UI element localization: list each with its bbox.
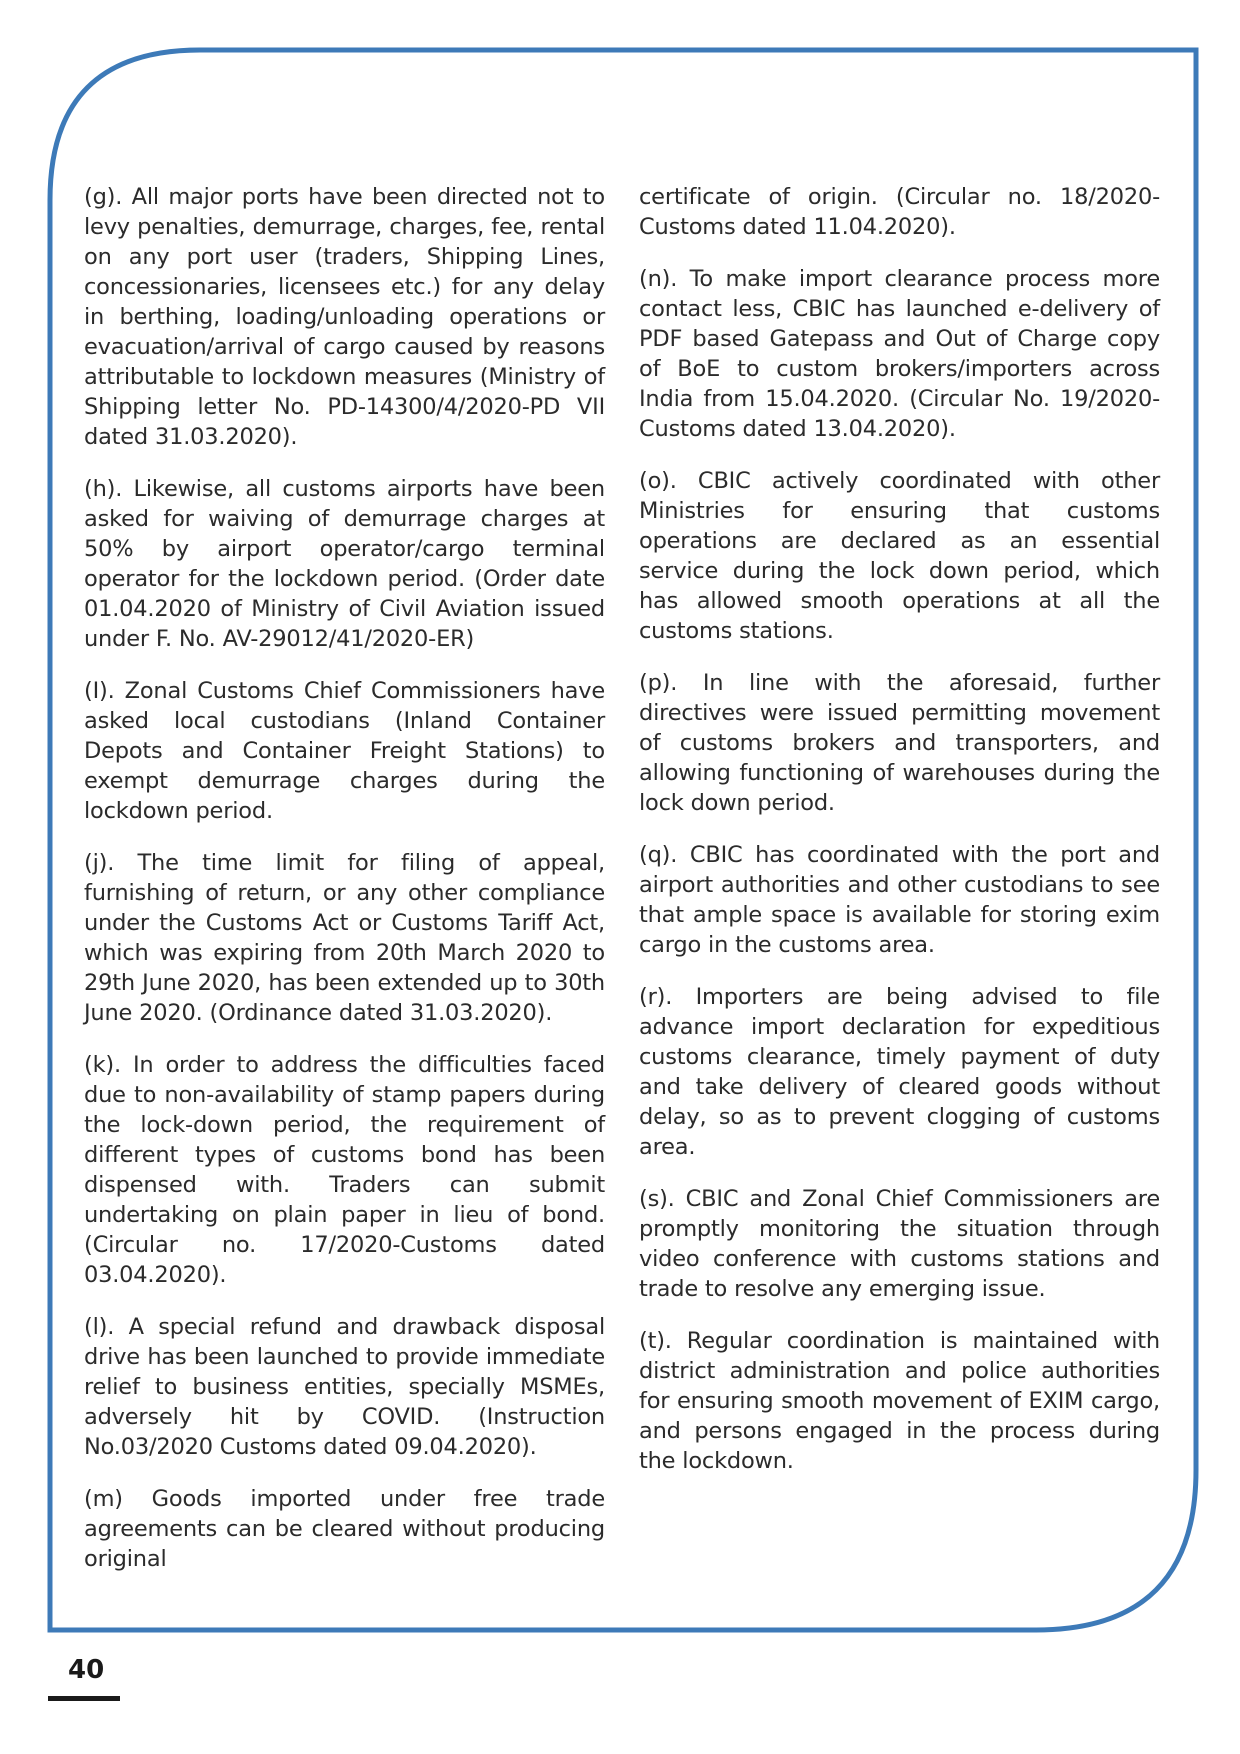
paragraph-j: (j). The time limit for filing of appeal, furnishing of return, or any other compliance under the Customs Act or Customs Tariff Act, which was expiring from 20th March 2020 to 29th June 2020, has been extended up to 30th June 2020. (Ordinance dated 31.03.2020). — [84, 850, 605, 1026]
paragraph-m: (m) Goods imported under free trade agreements can be cleared without producing original — [84, 1486, 605, 1572]
paragraph-q: (q). CBIC has coordinated with the port and airport authorities and other custodians to see that ample space is available for storing exim cargo in the customs area. — [639, 842, 1160, 958]
page-number: 40 — [68, 1655, 105, 1685]
text-columns — [84, 182, 1160, 1596]
paragraph-l: (l). A special refund and drawback disposal drive has been launched to provide immediate relief to business entities, specially MSMEs, adversely hit by COVID. (Instruction No.03/2020 Customs dated 09.04.2020). — [84, 1314, 605, 1460]
paragraph-o: (o). CBIC actively coordinated with other Ministries for ensuring that customs operations are declared as an essential service during the lock down period, which has allowed smooth operations at all the customs stations. — [639, 468, 1160, 644]
paragraph-r: (r). Importers are being advised to file advance import declaration for expeditious customs clearance, timely payment of duty and take delivery of cleared goods without delay, so as to prevent clogging of customs area. — [639, 984, 1160, 1160]
right-column — [639, 182, 1160, 1596]
paragraph-n: (n). To make import clearance process more contact less, CBIC has launched e-delivery of PDF based Gatepass and Out of Charge copy of BoE to custom brokers/importers across India from 15.04.2020. (Circular No. 19/2020-Customs dated 13.04.2020). — [639, 266, 1160, 442]
page-number-underline — [48, 1696, 120, 1701]
left-column — [84, 182, 605, 1596]
paragraph-t: (t). Regular coordination is maintained with district administration and police authorities for ensuring smooth movement of EXIM cargo, and persons engaged in the process during the lockdown. — [639, 1328, 1160, 1474]
paragraph-s: (s). CBIC and Zonal Chief Commissioners are promptly monitoring the situation through video conference with customs stations and trade to resolve any emerging issue. — [639, 1186, 1160, 1302]
paragraph-p: (p). In line with the aforesaid, further directives were issued permitting movement of customs brokers and transporters, and allowing functioning of warehouses during the lock down period. — [639, 670, 1160, 816]
paragraph-m-continued: certificate of origin. (Circular no. 18/2020-Customs dated 11.04.2020). — [639, 184, 1160, 240]
paragraph-k: (k). In order to address the difficulties faced due to non-availability of stamp papers during the lock-down period, the requirement of different types of customs bond has been dispensed with. Traders can submit undertaking on plain paper in lieu of bond. (Circular no. 17/2020-Customs dated 03.04.2020). — [84, 1052, 605, 1288]
paragraph-h: (h). Likewise, all customs airports have been asked for waiving of demurrage charges at 50% by airport operator/cargo terminal operator for the lockdown period. (Order date 01.04.2020 of Ministry of Civil Aviation issued under F. No. AV-29012/41/2020-ER) — [84, 476, 605, 652]
paragraph-g: (g). All major ports have been directed not to levy penalties, demurrage, charges, fee, rental on any port user (traders, Shipping Lines, concessionaries, licensees etc.) for any delay in berthing, loading/unloading operations or evacuation/arrival of cargo caused by reasons attributable to lockdown measures (Ministry of Shipping letter No. PD-14300/4/2020-PD VII dated 31.03.2020). — [84, 184, 605, 450]
paragraph-i: (I). Zonal Customs Chief Commissioners have asked local custodians (Inland Container Depots and Container Freight Stations) to exempt demurrage charges during the lockdown period. — [84, 678, 605, 824]
